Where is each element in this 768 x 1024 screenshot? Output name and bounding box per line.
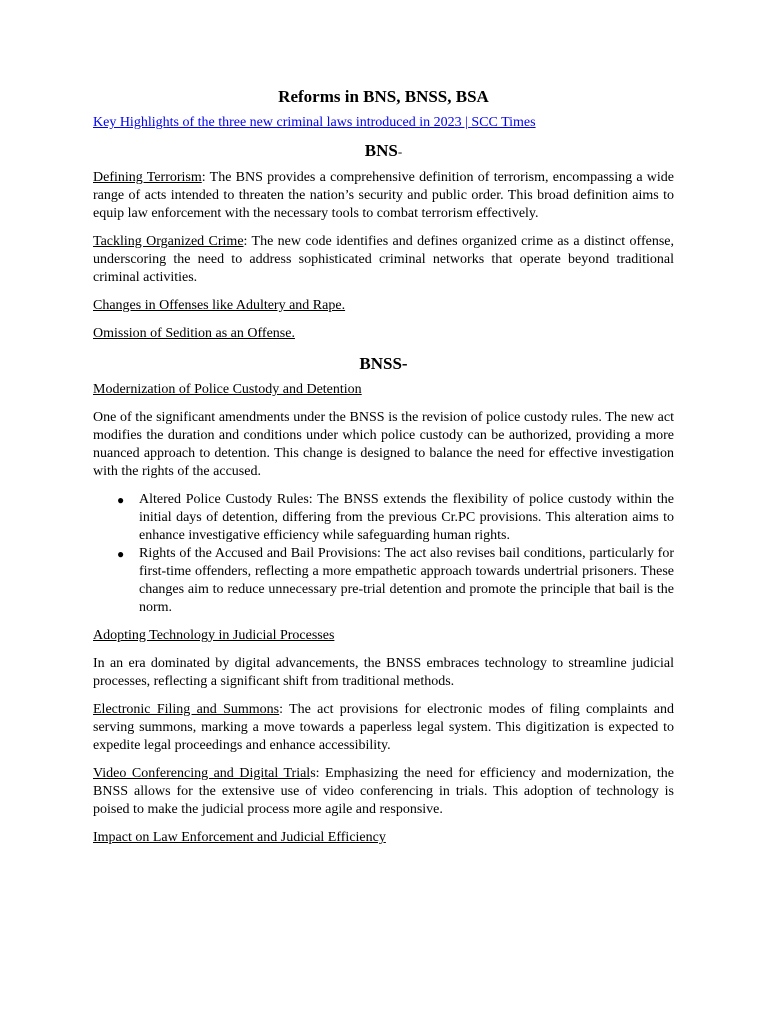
bullet-text-bail-provisions: Rights of the Accused and Bail Provisions: The act also revises bail conditions, particularly for first-time offenders, reflecting a more empathetic approach towards undertrial prisoners. These changes aim to reduce unnecessary pre-trial detention and promote the principle that bail is the norm. xyxy=(139,546,674,615)
bns-heading xyxy=(93,140,674,163)
source-link[interactable]: Key Highlights of the three new criminal laws introduced in 2023 | SCC Times xyxy=(93,115,536,130)
efiling-paragraph xyxy=(93,701,674,755)
bullet-text-custody-rules: Altered Police Custody Rules: The BNSS extends the flexibility of police custody within the initial days of detention, differing from the previous Cr.PC provisions. This alteration aims to enhance investigative efficiency while safeguarding human rights. xyxy=(139,492,674,543)
adultery-rape-text: Changes in Offenses like Adultery and Rape. xyxy=(93,298,346,313)
bns-heading-text: BNS xyxy=(364,141,398,160)
bnss-heading: BNSS- xyxy=(359,354,408,373)
bullet-icon: ● xyxy=(117,547,125,561)
bns-heading-suffix: - xyxy=(397,144,403,159)
source-link-line xyxy=(93,114,674,132)
bullet-item-bail-provisions xyxy=(117,545,674,617)
document-title: Reforms in BNS, BNSS, BSA xyxy=(278,87,489,106)
technology-heading-text: Adopting Technology in Judicial Processes xyxy=(93,628,335,643)
video-conferencing-label: Video Conferencing and Digital Trial xyxy=(93,766,311,781)
custody-bullet-list xyxy=(93,491,674,617)
custody-paragraph: One of the significant amendments under the BNSS is the revision of police custody rules. The new act modifies the duration and conditions under which police custody can be authorized, providing a more nuanced approach to detention. This change is designed to balance the need for effective investigation with the rights of the accused. xyxy=(93,410,674,479)
organized-crime-text: : The new code identifies and defines organized crime as a distinct offense, underscoring the need to address sophisticated criminal networks that operate beyond traditional criminal activities. xyxy=(93,234,674,285)
sedition-text: Omission of Sedition as an Offense. xyxy=(93,326,295,341)
technology-heading xyxy=(93,627,674,645)
video-conferencing-paragraph xyxy=(93,765,674,819)
custody-heading xyxy=(93,381,674,399)
organized-crime-label: Tackling Organized Crime xyxy=(93,234,244,249)
efiling-text: : The act provisions for electronic modes of filing complaints and serving summons, marking a move towards a paperless legal system. This digitization is expected to expedite legal proceedings and enhance accessibility. xyxy=(93,702,674,753)
technology-paragraph: In an era dominated by digital advancements, the BNSS embraces technology to streamline judicial processes, reflecting a significant shift from traditional methods. xyxy=(93,656,674,689)
organized-crime-paragraph xyxy=(93,233,674,287)
custody-heading-text: Modernization of Police Custody and Detention xyxy=(93,382,362,397)
terrorism-label: Defining Terrorism xyxy=(93,170,202,185)
adultery-rape-line xyxy=(93,297,674,315)
bullet-item-custody-rules xyxy=(117,491,674,545)
efiling-label: Electronic Filing and Summons xyxy=(93,702,280,717)
impact-heading-text: Impact on Law Enforcement and Judicial Efficiency xyxy=(93,830,386,845)
impact-heading xyxy=(93,829,674,847)
video-conferencing-text: s: Emphasizing the need for efficiency and modernization, the BNSS allows for the extensive use of video conferencing in trials. This adoption of technology is poised to make the judicial process more agile and responsive. xyxy=(93,766,674,817)
terrorism-paragraph xyxy=(93,169,674,223)
sedition-line xyxy=(93,325,674,343)
bullet-icon: ● xyxy=(117,493,125,507)
terrorism-text: : The BNS provides a comprehensive definition of terrorism, encompassing a wide range of acts intended to threaten the nation’s security and public order. This broad definition aims to equip law enforcement with the necessary tools to combat terrorism effectively. xyxy=(93,170,675,221)
